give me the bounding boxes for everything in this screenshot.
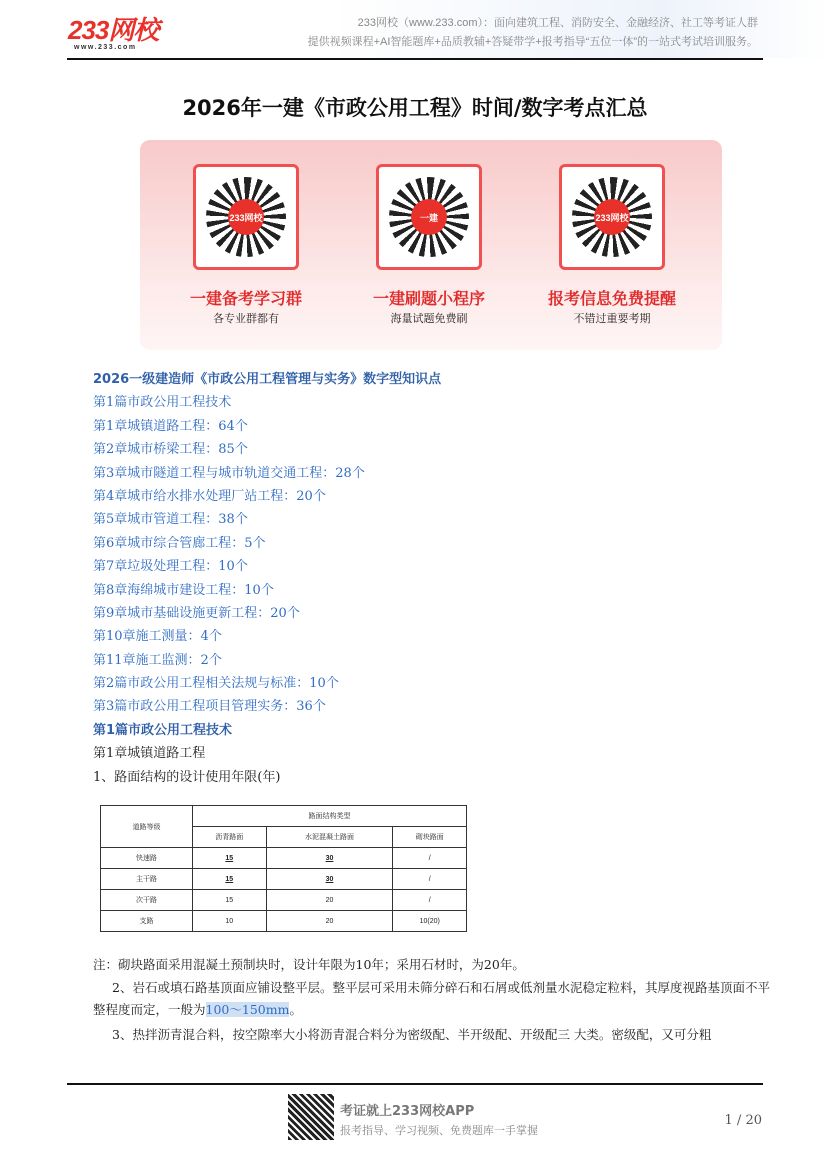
table-header: 路面结构类型: [193, 806, 467, 827]
table-cell: 30: [266, 848, 393, 869]
logo-url: www.233.com: [74, 44, 137, 51]
page-number: 1 / 20: [724, 1113, 762, 1128]
table-cell: 20: [266, 911, 393, 932]
toc-item[interactable]: 第1章城镇道路工程：64个: [93, 418, 248, 434]
toc-item[interactable]: 第1篇市政公用工程技术: [93, 395, 232, 411]
table-cell: 快速路: [101, 848, 193, 869]
section-heading: 第1篇市政公用工程技术: [93, 722, 233, 738]
table-header: 道路等级: [101, 806, 193, 848]
slogan-line: 233网校（www.233.com）：面向建筑工程、消防安全、金融经济、社工等考证人群: [357, 17, 758, 29]
page-header: [0, 0, 830, 58]
table-header: 水泥混凝土路面: [266, 827, 393, 848]
toc: [93, 368, 773, 789]
footer-subtitle: 报考指导、学习视频、免费题库一手掌握: [340, 1124, 538, 1137]
qr-label: 233网校: [594, 199, 630, 235]
table-cell: 15: [193, 869, 267, 890]
table-cell: 15: [193, 890, 267, 911]
text: 。: [289, 1002, 302, 1017]
toc-item[interactable]: 第4章城市给水排水处理厂站工程：20个: [93, 488, 326, 504]
table-cell: 10(20): [393, 911, 467, 932]
table-cell: 15: [193, 848, 267, 869]
toc-heading: 2026一级建造师《市政公用工程管理与实务》数字型知识点: [93, 372, 442, 387]
toc-item[interactable]: 第3章城市隧道工程与城市轨道交通工程：28个: [93, 465, 365, 481]
table-row: [101, 848, 467, 869]
toc-item[interactable]: 第6章城市综合管廊工程：5个: [93, 535, 266, 551]
footer-app: 考证就上233网校APP: [340, 1104, 475, 1119]
design-life-table: [100, 805, 467, 932]
card-title: 一建备考学习群: [189, 289, 302, 308]
divider: [67, 1083, 763, 1085]
table-cell: 20: [266, 890, 393, 911]
qr-code-icon: [389, 177, 469, 257]
qr-code-icon: [572, 177, 652, 257]
card-subtitle: 各专业群都有: [213, 312, 279, 325]
toc-item[interactable]: 第2篇市政公用工程相关法规与标准：10个: [93, 676, 339, 692]
table-cell: 主干路: [101, 869, 193, 890]
promo-banner: [140, 140, 722, 350]
slogan-line: 提供视频课程+AI智能题库+品质教辅+答疑带学+报考指导“五位一体”的一站式考试培训服务。: [307, 36, 758, 48]
table-header: 沥青路面: [193, 827, 267, 848]
card-title: 报考信息免费提醒: [547, 289, 676, 308]
table-cell: 10: [193, 911, 267, 932]
toc-item[interactable]: 第3篇市政公用工程项目管理实务：36个: [93, 699, 326, 715]
toc-item[interactable]: 第5章城市管道工程：38个: [93, 512, 248, 528]
table-header: 砌块路面: [393, 827, 467, 848]
qr-card[interactable]: [376, 164, 482, 270]
qr-card[interactable]: [193, 164, 299, 270]
logo: [68, 10, 158, 51]
table-cell: 30: [266, 869, 393, 890]
text: 2、岩石或填石路基顶面应铺设整平层。整平层可采用未筛分碎石和石屑或低剂量水泥稳定粒料，其厚度视路基顶面不平整程度而定，一般为: [93, 980, 770, 1017]
toc-item[interactable]: 第8章海绵城市建设工程：10个: [93, 582, 274, 598]
app-qr-code-icon: [288, 1094, 334, 1140]
qr-card[interactable]: [559, 164, 665, 270]
table-cell: /: [393, 890, 467, 911]
toc-item[interactable]: 第10章施工测量：4个: [93, 629, 222, 645]
page-title: 2026年一建《市政公用工程》时间/数字考点汇总: [182, 96, 648, 120]
table-row: [101, 911, 467, 932]
note: 注：砌块路面采用混凝土预制块时，设计年限为10年；采用石材时，为20年。: [93, 957, 525, 972]
qr-code-icon: [206, 177, 286, 257]
slogan: [308, 14, 758, 52]
table-cell: 次干路: [101, 890, 193, 911]
chapter-title: 第1章城镇道路工程: [93, 746, 206, 762]
highlight: 100～150mm: [205, 1002, 290, 1017]
paragraph-3: 3、热拌沥青混合料，按空隙率大小将沥青混合料分为密级配、半开级配、开级配三 大类。密级配，又可分粗: [112, 1027, 712, 1042]
table-cell: 支路: [101, 911, 193, 932]
table-cell: /: [393, 869, 467, 890]
toc-item[interactable]: 第2章城市桥梁工程：85个: [93, 442, 248, 458]
card-title: 一建刷题小程序: [372, 289, 485, 308]
logo-text: 233网校: [68, 15, 159, 45]
point-text: 1、路面结构的设计使用年限(年): [93, 769, 281, 785]
qr-label: 一建: [411, 199, 447, 235]
table-row: [101, 869, 467, 890]
paragraph-2: [93, 977, 773, 1021]
toc-item[interactable]: 第11章施工监测：2个: [93, 652, 222, 668]
table-row: [101, 890, 467, 911]
card-subtitle: 不错过重要考期: [573, 312, 651, 325]
card-subtitle: 海量试题免费刷: [390, 312, 468, 325]
divider: [67, 58, 763, 60]
toc-item[interactable]: 第9章城市基础设施更新工程：20个: [93, 605, 300, 621]
toc-item[interactable]: 第7章垃圾处理工程：10个: [93, 559, 248, 575]
qr-label: 233网校: [228, 199, 264, 235]
table-cell: /: [393, 848, 467, 869]
